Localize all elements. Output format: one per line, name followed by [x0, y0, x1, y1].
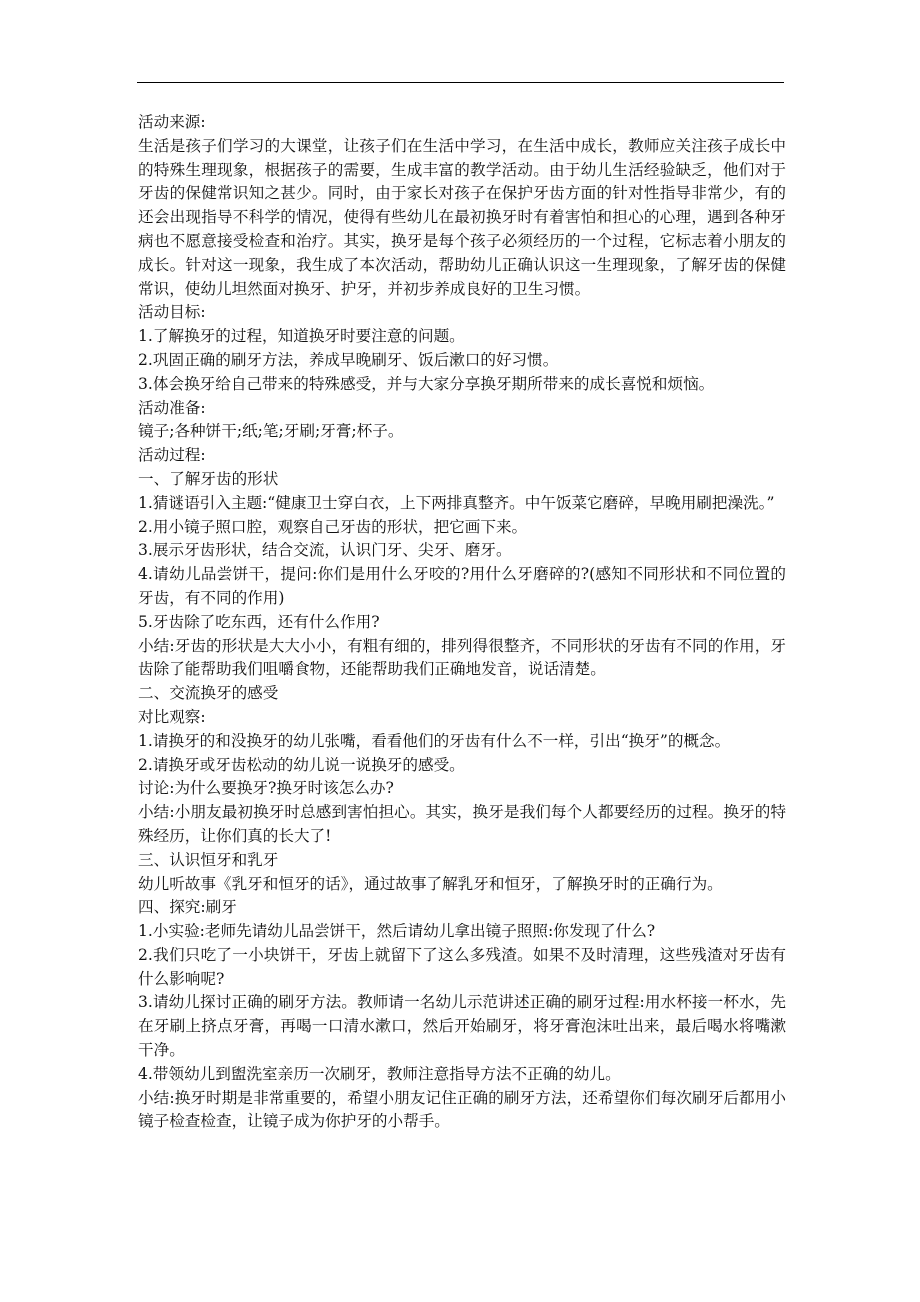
summary-paragraph: 小结:牙齿的形状是大大小小，有粗有细的，排列得很整齐，不同形状的牙齿有不同的作用，牙齿除了能帮助我们咀嚼食物，还能帮助我们正确地发音，说话清楚。: [138, 636, 786, 679]
step-item: 3.展示牙齿形状，结合交流，认识门牙、尖牙、磨牙。: [138, 541, 512, 560]
summary-paragraph: 小结:小朋友最初换牙时总感到害怕担心。其实，换牙是我们每个人都要经历的过程。换牙的特殊经历，让你们真的长大了!: [138, 803, 786, 845]
step-item: 2.请换牙或牙齿松动的幼儿说一说换牙的感受。: [138, 755, 465, 774]
step-heading: 一、了解牙齿的形状: [138, 469, 279, 488]
section-heading-source: 活动来源:: [138, 113, 206, 131]
step-item: 4.带领幼儿到盥洗室亲历一次刷牙，教师注意指导方法不正确的幼儿。: [138, 1064, 621, 1083]
section-heading-preparation: 活动准备:: [138, 398, 206, 417]
header-rule: [137, 82, 784, 83]
sub-heading: 对比观察:: [138, 707, 206, 726]
summary-paragraph: 小结:换牙时期是非常重要的，希望小朋友记住正确的刷牙方法，还希望你们每次刷牙后都用小镜子检查检查，让镜子成为你护牙的小帮手。: [138, 1088, 786, 1131]
goal-item: 1.了解换牙的过程，知道换牙时要注意的问题。: [138, 327, 465, 346]
step-item: 4.请幼儿品尝饼干，提问:你们是用什么牙咬的?用什么牙磨碎的?(感知不同形状和不同位置的牙齿，有不同的作用): [138, 565, 786, 607]
preparation-list: 镜子;各种饼干;纸;笔;牙刷;牙膏;杯子。: [138, 422, 404, 441]
section-heading-goals: 活动目标:: [138, 303, 206, 322]
paragraph-source: 生活是孩子们学习的大课堂，让孩子们在生活中学习，在生活中成长，教师应关注孩子成长中的特殊生理现象，根据孩子的需要，生成丰富的教学活动。由于幼儿生活经验缺乏，他们对于牙齿的保健常识知之甚少。同时，由于家长对孩子在保护牙齿方面的针对性指导非常少，有的还会出现指导不科学的情况，使得有些幼儿在最初换牙时有着害怕和担心的心理，遇到各种牙病也不愿意接受检查和治疗。其实，换牙是每个孩子必须经历的一个过程，它标志着小朋友的成长。针对这一现象，我生成了本次活动，帮助幼儿正确认识这一生理现象，了解牙齿的保健常识，使幼儿坦然面对换牙、护牙，并初步养成良好的卫生习惯。: [138, 136, 786, 298]
document-body: [138, 111, 786, 1134]
step-heading: 三、认识恒牙和乳牙: [138, 850, 279, 869]
discussion-line: 讨论:为什么要换牙?换牙时该怎么办?: [138, 779, 394, 798]
goal-item: 2.巩固正确的刷牙方法，养成早晚刷牙、饭后漱口的好习惯。: [138, 350, 559, 369]
goal-item: 3.体会换牙给自己带来的特殊感受，并与大家分享换牙期所带来的成长喜悦和烦恼。: [138, 374, 715, 393]
step-heading: 二、交流换牙的感受: [138, 684, 279, 703]
step-item: 2.用小镜子照口腔，观察自己牙齿的形状，把它画下来。: [138, 517, 528, 536]
step-item: 3.请幼儿探讨正确的刷牙方法。教师请一名幼儿示范讲述正确的刷牙过程:用水杯接一杯水，先在牙刷上挤点牙膏，再喝一口清水漱口，然后开始刷牙，将牙膏泡沫吐出来，最后喝水将嘴漱干净。: [138, 993, 786, 1060]
section-heading-process: 活动过程:: [138, 446, 206, 465]
step-item: 2.我们只吃了一小块饼干，牙齿上就留下了这么多残渣。如果不及时清理，这些残渣对牙齿有什么影响呢?: [138, 945, 786, 988]
step-item: 1.猜谜语引入主题:“健康卫士穿白衣，上下两排真整齐。中午饭菜它磨碎，早晚用刷把澡洗。”: [138, 493, 775, 512]
step-item: 5.牙齿除了吃东西，还有什么作用?: [138, 612, 380, 631]
step-item: 1.请换牙的和没换牙的幼儿张嘴，看看他们的牙齿有什么不一样，引出“换牙”的概念。: [138, 731, 731, 750]
step-heading: 四、探究:刷牙: [138, 898, 237, 917]
step-item: 幼儿听故事《乳牙和恒牙的话》，通过故事了解乳牙和恒牙，了解换牙时的正确行为。: [138, 874, 723, 893]
step-item: 1.小实验:老师先请幼儿品尝饼干，然后请幼儿拿出镜子照照:你发现了什么?: [138, 922, 656, 941]
